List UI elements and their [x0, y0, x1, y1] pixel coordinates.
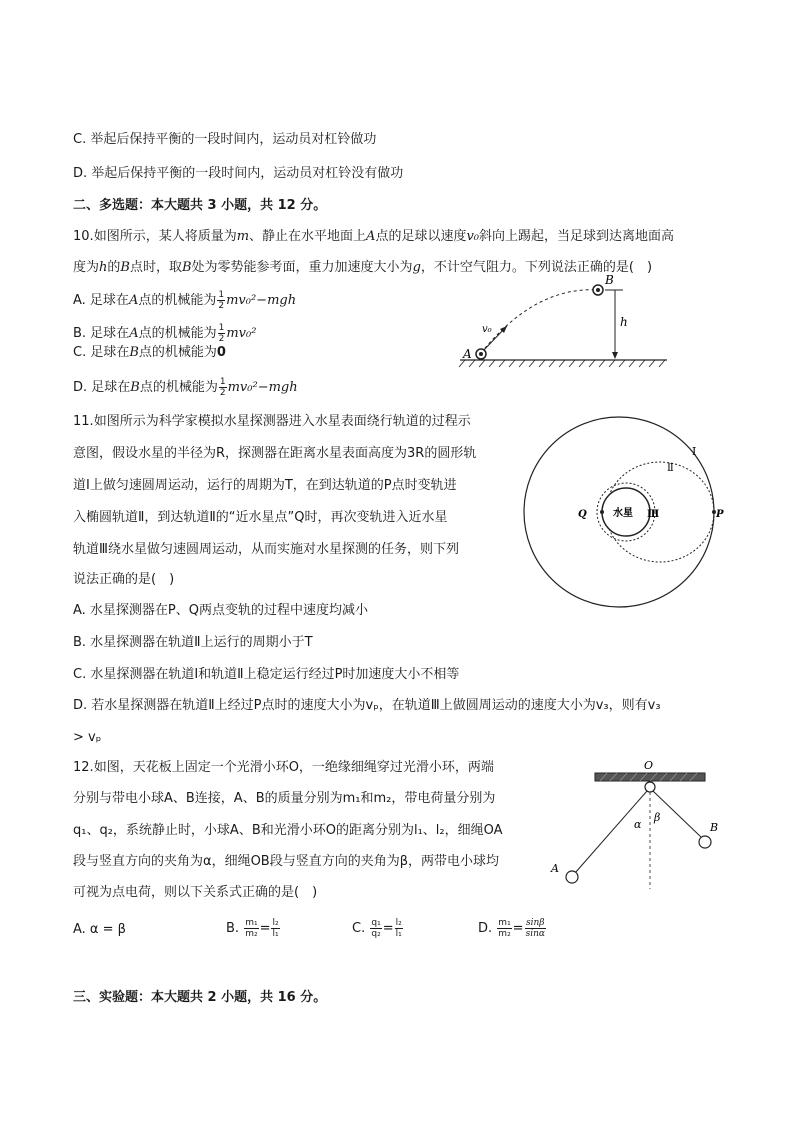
q11-option-c: C. 水星探测器在轨道Ⅰ和轨道Ⅱ上稳定运行经过P时加速度大小不相等: [73, 667, 460, 682]
q12-stem-line3: q₁、q₂，系统静止时，小球A、B和光滑小环O的距离分别为l₁、l₂，细绳OA: [73, 823, 503, 838]
q11-stem-line4: 入椭圆轨道Ⅱ，到达轨道Ⅱ的“近水星点”Q时，再次变轨进入近水星: [73, 510, 448, 525]
fig-label-h: h: [620, 315, 628, 329]
ring-o-icon: [645, 782, 655, 792]
q11-stem-line1: 11.如图所示为科学家模拟水星探测器进入水星表面绕行轨道的过程示: [73, 414, 471, 429]
q11-stem-line6: 说法正确的是( ): [73, 572, 175, 587]
q12-option-c: C. $\frac{\text{q₁}}{\text{q₂}}$ = $\frac{\text{l₂}}{\text{l₁}}$: [352, 918, 402, 939]
height-arrowhead: [612, 352, 618, 359]
q12-ring-figure: [545, 757, 735, 892]
fig-label-a: A: [463, 347, 472, 361]
q10-football-figure: [455, 268, 675, 373]
ball-a-icon: [566, 871, 578, 883]
prev-option-d: D. 举起后保持平衡的一段时间内，运动员对杠铃没有做功: [73, 166, 404, 181]
fig-label-v0: v₀: [482, 324, 492, 335]
point-q: [600, 510, 604, 514]
section2-heading: 二、多选题：本大题共 3 小题，共 12 分。: [73, 198, 327, 213]
label-beta: β: [654, 811, 661, 824]
q12-stem-line2: 分别与带电小球A、B连接，A、B的质量分别为m₁和m₂，带电荷量分别为: [73, 791, 496, 806]
q10-option-b: B. 足球在A点的机械能为 $\frac{1}{2}$ mv₀²: [73, 323, 257, 344]
q12-option-b: B. $\frac{\text{m₁}}{\text{m₂}}$ = $\frac{\text{l₂}}{\text{l₁}}$: [226, 918, 279, 939]
q11-stem-line3: 道Ⅰ上做匀速圆周运动，运行的周期为T，在到达轨道的P点时变轨进: [73, 478, 457, 493]
q12-stem-line5: 可视为点电荷，则以下关系式正确的是( ): [73, 885, 318, 900]
label-alpha: α: [634, 818, 642, 831]
label-a: A: [551, 862, 559, 875]
q10-stem-line2: 度为h的B点时，取B处为零势能参考面，重力加速度大小为g，不计空气阻力。下列说法正确的是( ): [73, 260, 653, 275]
prev-option-c: C. 举起后保持平衡的一段时间内，运动员对杠铃做功: [73, 132, 377, 147]
q11-option-b: B. 水星探测器在轨道Ⅱ上运行的周期小于T: [73, 635, 313, 650]
q12-stem-line4: 段与竖直方向的夹角为α，细绳OB段与竖直方向的夹角为β，两带电小球均: [73, 854, 500, 869]
q10-option-d: D. 足球在B点的机械能为 $\frac{1}{2}$ mv₀²−mgh: [73, 377, 298, 398]
label-b: B: [710, 821, 719, 834]
q10-stem-line1: 10.如图所示，某人将质量为m、静止在水平地面上A点的足球以速度v₀斜向上踢起，当足球到达离地面高: [73, 229, 675, 244]
q11-option-d-line2: > vₚ: [73, 730, 102, 745]
q10-option-c: C. 足球在B点的机械能为0: [73, 345, 226, 360]
q12-stem-line1: 12.如图，天花板上固定一个光滑小环O，一绝缘细绳穿过光滑小环，两端: [73, 760, 494, 775]
label-o: O: [644, 759, 654, 772]
section3-heading: 三、实验题：本大题共 2 小题，共 16 分。: [73, 990, 327, 1005]
q11-option-d-line1: D. 若水星探测器在轨道Ⅱ上经过P点时的速度大小为vₚ，在轨道Ⅲ上做圆周运动的速度大小为v₃，则有v₃: [73, 698, 661, 713]
label-orbit-ii: Ⅱ: [667, 463, 674, 474]
fig-label-b: B: [605, 273, 614, 287]
label-q: Q: [578, 509, 587, 520]
q12-option-a: A. α = β: [73, 922, 126, 937]
q11-stem-line5: 轨道Ⅲ绕水星做匀速圆周运动，从而实施对水星探测的任务，则下列: [73, 542, 459, 557]
label-orbit-iii: Ⅲ: [647, 509, 660, 520]
planet-label: 水星: [613, 508, 633, 519]
half-fraction: $\frac{1}{2}$: [218, 323, 225, 344]
ball-b-icon: [699, 836, 711, 848]
q11-option-a: A. 水星探测器在P、Q两点变轨的过程中速度均减小: [73, 603, 369, 618]
q11-stem-line2: 意图，假设水星的半径为R，探测器在距离水星表面高度为3R的圆形轨: [73, 446, 477, 461]
label-orbit-i: Ⅰ: [692, 445, 697, 458]
half-fraction: $\frac{1}{2}$: [218, 290, 225, 311]
q10-option-a: A. 足球在A点的机械能为 $\frac{1}{2}$ mv₀²−mgh: [73, 290, 297, 311]
q11-orbit-figure: [520, 413, 730, 609]
ground-hatching: [459, 360, 665, 367]
q12-option-d: D. $\frac{\text{m₁}}{\text{m₂}}$ = $\frac{\sin\beta}{\sin\alpha}$: [478, 918, 545, 939]
half-fraction: $\frac{1}{2}$: [219, 377, 226, 398]
trajectory-path: [481, 290, 598, 353]
string-oa: [575, 791, 647, 873]
label-p: P: [716, 509, 724, 520]
